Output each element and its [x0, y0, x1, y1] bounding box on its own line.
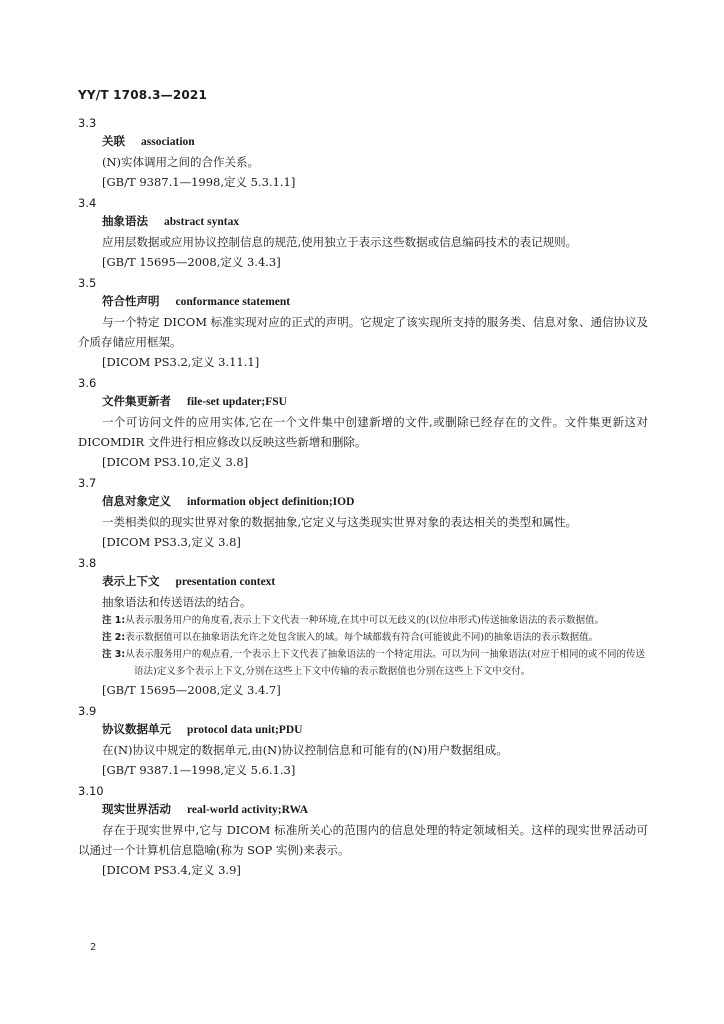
- term-zh: 抽象语法: [102, 214, 148, 228]
- entry-number: 3.5: [78, 276, 97, 290]
- term-heading: [78, 799, 648, 820]
- term-zh: 文件集更新者: [102, 394, 171, 408]
- entry-number: 3.8: [78, 556, 97, 570]
- term-definition: 存在于现实世界中,它与 DICOM 标准所关心的范围内的信息处理的特定领域相关。这样的现实世界活动可以通过一个计算机信息隐喻(称为 SOP 实例)来表示。: [78, 823, 648, 857]
- note-text: 从表示服务用户的角度看,表示上下文代表一种环境,在其中可以无歧义的(以位串形式)传送抽象语法的表示数据值。: [125, 615, 605, 626]
- term-zh: 现实世界活动: [102, 802, 171, 816]
- entry-number: 3.7: [78, 476, 97, 490]
- term-definition: 在(N)协议中规定的数据单元,由(N)协议控制信息和可能有的(N)用户数据组成。: [102, 743, 508, 757]
- term-source: [GB/T 9387.1—1998,定义 5.6.1.3]: [102, 763, 296, 777]
- term-source: [GB/T 15695—2008,定义 3.4.3]: [102, 255, 281, 269]
- term-definition: (N)实体调用之间的合作关系。: [102, 155, 260, 169]
- term-definition: 应用层数据或应用协议控制信息的规范,使用独立于表示这些数据或信息编码技术的表记规则。: [102, 235, 578, 249]
- term-definition: 抽象语法和传送语法的结合。: [102, 595, 252, 609]
- term-heading: [78, 391, 648, 412]
- term-definition: 与一个特定 DICOM 标准实现对应的正式的声明。它规定了该实现所支持的服务类、信息对象、通信协议及介质存储应用框架。: [78, 315, 648, 349]
- term-source: [DICOM PS3.10,定义 3.8]: [102, 455, 249, 469]
- term-entry-3-3: [78, 115, 648, 192]
- term-definition: 一类相类似的现实世界对象的数据抽象,它定义与这类现实世界对象的表达相关的类型和属性。: [102, 515, 578, 529]
- term-en: association: [141, 136, 195, 148]
- note-label: 注 3:: [102, 649, 126, 660]
- term-en: information object definition;IOD: [187, 496, 355, 508]
- term-definition: 一个可访问文件的应用实体,它在一个文件集中创建新增的文件,或删除已经存在的文件。文件集更新这对 DICOMDIR 文件进行相应修改以反映这些新增和删除。: [78, 415, 648, 449]
- term-zh: 信息对象定义: [102, 494, 171, 508]
- term-heading: [78, 131, 648, 152]
- term-entry-3-5: [78, 275, 648, 372]
- term-zh: 符合性声明: [102, 294, 160, 308]
- term-heading: [78, 291, 648, 312]
- entry-number: 3.4: [78, 196, 97, 210]
- term-note-2: [78, 629, 648, 646]
- term-source: [GB/T 9387.1—1998,定义 5.3.1.1]: [102, 175, 296, 189]
- term-heading: [78, 719, 648, 740]
- term-source: [DICOM PS3.3,定义 3.8]: [102, 535, 241, 549]
- page-number: 2: [90, 942, 97, 953]
- term-zh: 表示上下文: [102, 574, 160, 588]
- note-label: 注 1:: [102, 615, 126, 626]
- term-en: abstract syntax: [164, 216, 240, 228]
- term-heading: [78, 491, 648, 512]
- entry-number: 3.9: [78, 704, 97, 718]
- term-source: [DICOM PS3.4,定义 3.9]: [102, 863, 241, 877]
- term-note-3: [78, 646, 648, 680]
- term-en: file-set updater;FSU: [187, 396, 287, 408]
- term-zh: 关联: [102, 134, 125, 148]
- document-body: [78, 112, 648, 880]
- term-entry-3-4: [78, 195, 648, 272]
- note-label: 注 2:: [102, 632, 126, 643]
- standard-id-header: YY/T 1708.3—2021: [78, 88, 208, 102]
- term-entry-3-7: [78, 475, 648, 552]
- term-note-1: [78, 612, 648, 629]
- term-en: real-world activity;RWA: [187, 804, 309, 816]
- term-source: [DICOM PS3.2,定义 3.11.1]: [102, 355, 260, 369]
- term-heading: [78, 211, 648, 232]
- term-entry-3-8: [78, 555, 648, 700]
- term-entry-3-6: [78, 375, 648, 472]
- term-heading: [78, 571, 648, 592]
- term-en: conformance statement: [175, 296, 291, 308]
- entry-number: 3.3: [78, 116, 97, 130]
- term-source: [GB/T 15695—2008,定义 3.4.7]: [102, 683, 281, 697]
- term-en: presentation context: [175, 576, 276, 588]
- entry-number: 3.6: [78, 376, 97, 390]
- term-entry-3-10: [78, 783, 648, 880]
- note-text: 从表示服务用户的观点看,一个表示上下文代表了抽象语法的一个特定用法。可以为同一抽象语法(对应于相同的或不同的传送语法)定义多个表示上下文,分别在这些上下文中传输的表示数据值也分别在这些上下文中交付。: [125, 649, 645, 677]
- note-text: 表示数据值可以在抽象语法允许之处包含嵌入的域。每个域都载有符合(可能彼此不同)的抽象语法的表示数据值。: [125, 632, 599, 643]
- term-entry-3-9: [78, 703, 648, 780]
- entry-number: 3.10: [78, 784, 104, 798]
- term-en: protocol data unit;PDU: [187, 724, 303, 736]
- term-zh: 协议数据单元: [102, 722, 171, 736]
